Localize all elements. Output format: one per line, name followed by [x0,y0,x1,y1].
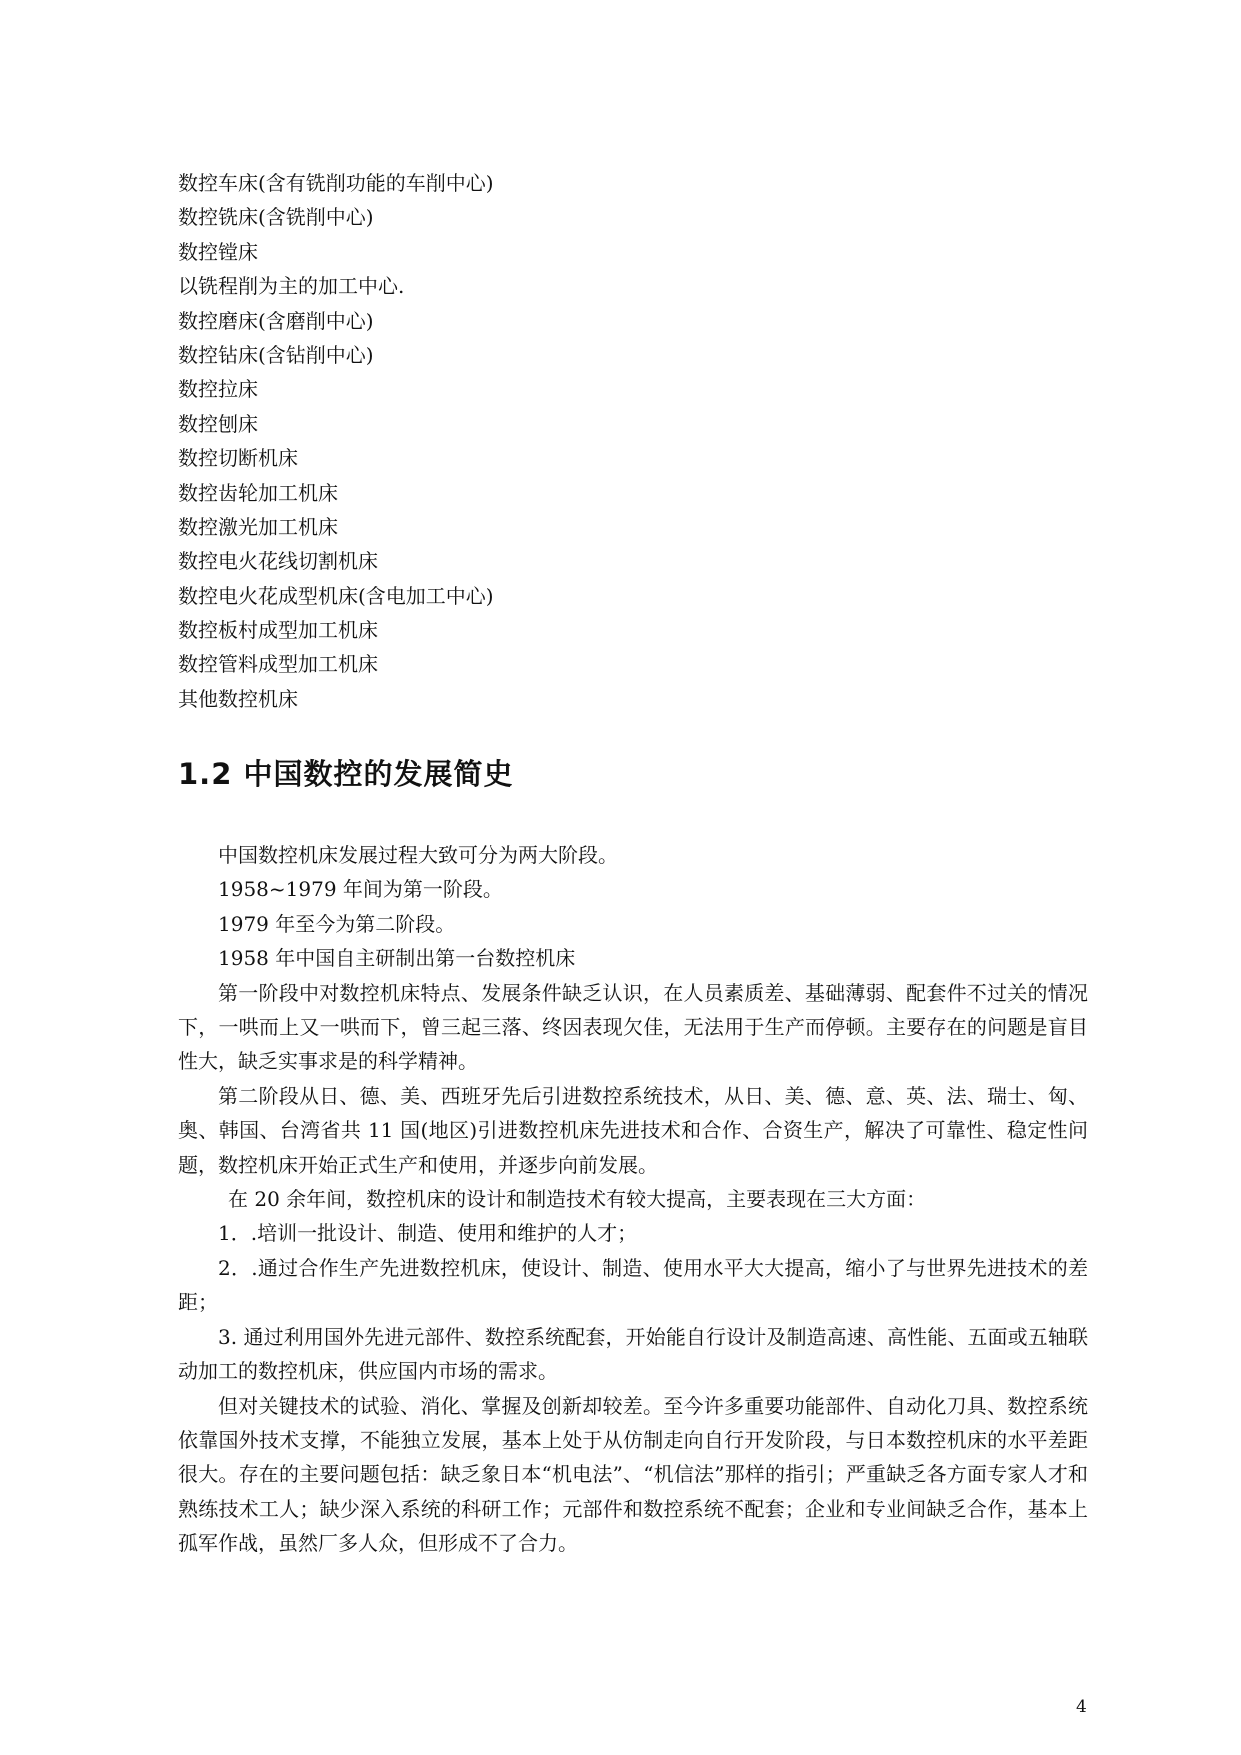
list-item: 数控铣床(含铣削中心) [178,205,374,230]
machine-type-list [178,166,1078,716]
paragraph: 第一阶段中对数控机床特点、发展条件缺乏认识，在人员素质差、基础薄弱、配套件不过关的情况下，一哄而上又一哄而下，曾三起三落、终因表现欠佳，无法用于生产而停顿。主要存在的问题是盲目性大，缺乏实事求是的科学精神。 [178,980,1088,1074]
list-item: 数控切断机床 [178,446,298,471]
paragraph: 3. 通过利用国外先进元部件、数控系统配套，开始能自行设计及制造高速、高性能、五面或五轴联动加工的数控机床，供应国内市场的需求。 [178,1324,1088,1384]
paragraph: 在 20 余年间，数控机床的设计和制造技术有较大提高，主要表现在三大方面： [228,1187,927,1212]
list-item: 数控激光加工机床 [178,514,338,539]
section-body [178,838,1088,1561]
paragraph: 1958 年中国自主研制出第一台数控机床 [218,946,576,971]
list-item: 数控钻床(含钻削中心) [178,342,374,367]
list-item: 数控拉床 [178,377,258,402]
list-item: 其他数控机床 [178,686,298,711]
list-item: 数控磨床(含磨削中心) [178,308,374,333]
paragraph: 第二阶段从日、德、美、西班牙先后引进数控系统技术，从日、美、德、意、英、法、瑞士、匈、奥、韩国、台湾省共 11 国(地区)引进数控机床先进技术和合作、合资生产，解决了可靠性、稳定性问题，数控机床开始正式生产和使用，并逐步向前发展。 [178,1083,1088,1177]
list-item: 以铣程削为主的加工中心. [178,274,405,299]
list-item: 数控板村成型加工机床 [178,618,378,643]
list-item: 数控镗床 [178,239,258,264]
list-item: 数控电火花线切割机床 [178,549,378,574]
paragraph: 中国数控机床发展过程大致可分为两大阶段。 [218,843,618,867]
paragraph: 但对关键技术的试验、消化、掌握及创新却较差。至今许多重要功能部件、自动化刀具、数控系统依靠国外技术支撑，不能独立发展，基本上处于从仿制走向自行开发阶段，与日本数控机床的水平差距很大。存在的主要问题包括：缺乏象日本“机电法”、“机信法”那样的指引；严重缺乏各方面专家人才和熟练技术工人；缺少深入系统的科研工作；元部件和数控系统不配套；企业和专业间缺乏合作，基本上孤军作战，虽然厂多人众，但形成不了合力。 [178,1393,1088,1556]
list-item: 数控管料成型加工机床 [178,652,378,677]
paragraph: 2．.通过合作生产先进数控机床，使设计、制造、使用水平大大提高，缩小了与世界先进技术的差距； [178,1255,1088,1315]
paragraph: 1．.培训一批设计、制造、使用和维护的人才； [218,1221,638,1246]
paragraph: 1958~1979 年间为第一阶段。 [218,877,503,902]
list-item: 数控刨床 [178,411,258,436]
list-item: 数控齿轮加工机床 [178,480,338,505]
list-item: 数控车床(含有铣削功能的车削中心) [178,171,494,195]
paragraph: 1979 年至今为第二阶段。 [218,911,456,936]
section-heading: 1.2 中国数控的发展简史 [178,757,514,791]
list-item: 数控电火花成型机床(含电加工中心) [178,583,494,608]
page-number: 4 [1076,1697,1087,1717]
